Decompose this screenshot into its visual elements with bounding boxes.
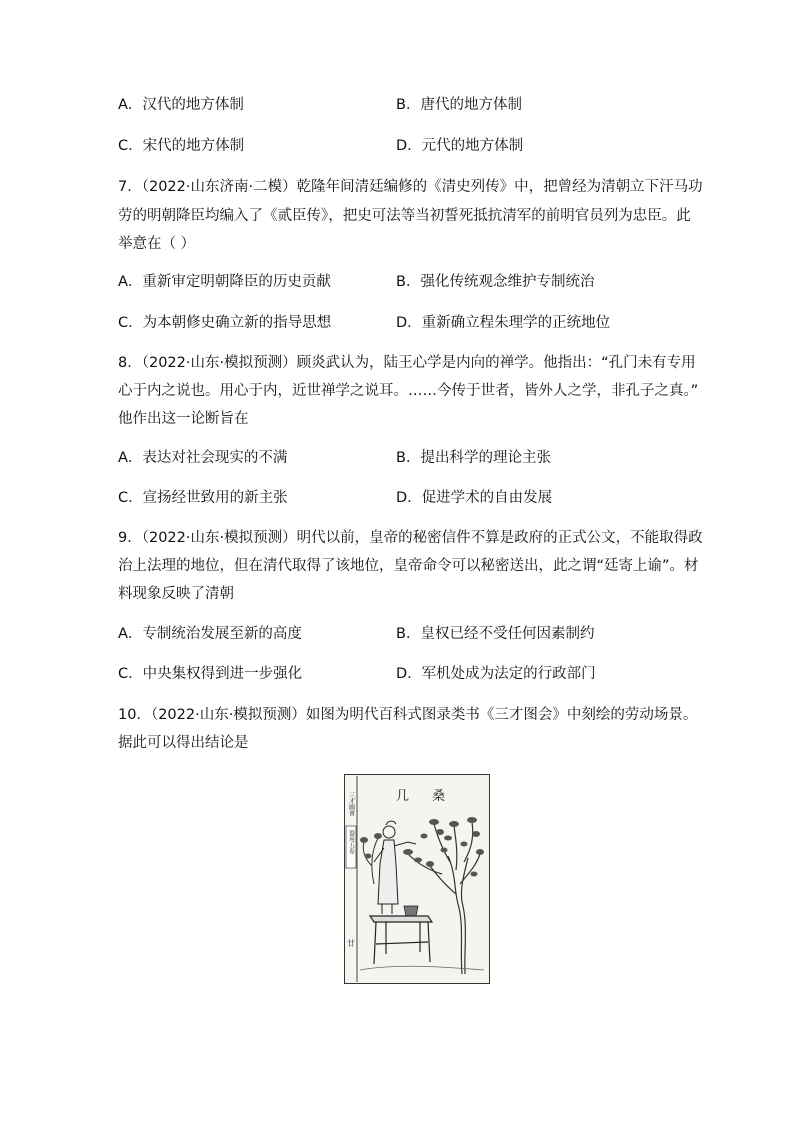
q6-option-c: C．宋代的地方体制 (118, 138, 245, 154)
q7-option-c: C．为本朝修史确立新的指导思想 (118, 315, 332, 331)
q9-option-b: B．皇权已经不受任何因素制约 (396, 626, 595, 642)
q8-option-a: A．表达对社会现实的不满 (118, 450, 288, 466)
q6-option-b: B．唐代的地方体制 (396, 97, 522, 113)
q7-option-d: D．重新确立程朱理学的正统地位 (396, 315, 611, 331)
q9-option-d: D．军机处成为法定的行政部门 (396, 666, 596, 682)
q7-stem-line-3: 举意在（ ） (118, 236, 196, 252)
q8-option-d: D．促进学术的自由发展 (396, 490, 553, 506)
q10-stem-line-2: 据此可以得出结论是 (118, 735, 249, 751)
q8-option-b: B．提出科学的理论主张 (396, 450, 551, 466)
caption-sang: 桑 (432, 789, 446, 804)
q9-stem-line-3: 料现象反映了清朝 (118, 586, 234, 602)
q9-option-c: C．中央集权得到进一步强化 (118, 666, 303, 682)
q8-stem-line-2: 心于内之说也。用心于内，近世禅学之说耳。……今传于世者，皆外人之学，非孔子之真。” (118, 383, 699, 399)
caption-ji: 几 (396, 789, 410, 804)
illustration-drawing (344, 774, 490, 984)
q7-stem-line-1: 7．（2022·山东济南·二模）乾隆年间清廷编修的《清史列传》中，把曾经为清朝立下汗马功 (118, 179, 703, 195)
q7-stem-line-2: 劳的明朝降臣均编入了《贰臣传》，把史可法等当初誓死抵抗清军的前明官员列为忠臣。此 (118, 208, 691, 224)
q8-stem-line-3: 他作出这一论断旨在 (118, 411, 249, 427)
q7-option-b: B．强化传统观念维护专制统治 (396, 274, 595, 290)
q8-option-c: C．宣扬经世致用的新主张 (118, 490, 288, 506)
q6-option-d: D．元代的地方体制 (396, 138, 524, 154)
page-number: 廿 (347, 939, 355, 948)
side-text-top: 三才圖會 (347, 792, 355, 816)
woodblock-illustration (344, 774, 490, 984)
q9-stem-line-1: 9．（2022·山东·模拟预测）明代以前，皇帝的秘密信件不算是政府的正式公文，不能取得政 (118, 530, 703, 546)
q9-option-a: A．专制统治发展至新的高度 (118, 626, 302, 642)
side-text-mid: 器用五卷 (347, 830, 355, 854)
q9-stem-line-2: 治上法理的地位，但在清代取得了该地位，皇帝命令可以秘密送出，此之谓“廷寄上谕”。材 (118, 558, 699, 574)
q8-stem-line-1: 8．（2022·山东·模拟预测）顾炎武认为，陆王心学是内向的禅学。他指出：“孔门未有专用 (118, 355, 696, 371)
q6-option-a: A．汉代的地方体制 (118, 97, 244, 113)
q10-stem-line-1: 10．（2022·山东·模拟预测）如图为明代百科式图录类书《三才图会》中刻绘的劳动场景。 (118, 707, 698, 723)
q7-option-a: A．重新审定明朝降臣的历史贡献 (118, 274, 331, 290)
